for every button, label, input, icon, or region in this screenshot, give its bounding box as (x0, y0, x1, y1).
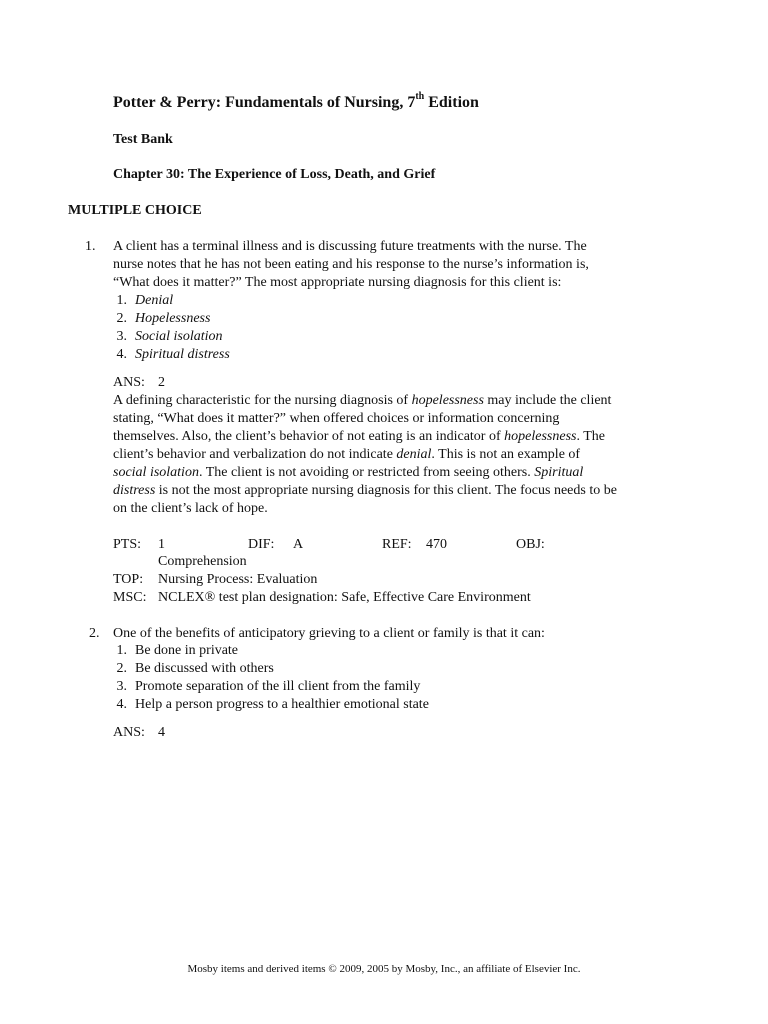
answer-value: 4 (158, 725, 165, 740)
dif-label: DIF: (248, 537, 275, 552)
ref-value: 470 (426, 537, 447, 552)
section-heading: MULTIPLE CHOICE (68, 203, 202, 218)
msc-label: MSC: (113, 590, 147, 605)
obj-label: OBJ: (516, 537, 545, 552)
answer-label: ANS: (113, 375, 145, 390)
document-title: Potter & Perry: Fundamentals of Nursing, 7th Edition (113, 91, 479, 111)
pts-value: 1 (158, 537, 165, 552)
top-value: Nursing Process: Evaluation (158, 572, 318, 587)
answer-value: 2 (158, 375, 165, 390)
dif-value: A (293, 537, 304, 552)
copyright-footer: Mosby items and derived items © 2009, 2005 by Mosby, Inc., an affiliate of Elsevier Inc. (187, 963, 581, 975)
answer-label: ANS: (113, 725, 145, 740)
obj-value: Comprehension (158, 554, 247, 569)
question-2-text: One of the benefits of anticipatory grieving to a client or family is that it can: (113, 626, 545, 641)
pts-label: PTS: (113, 537, 142, 552)
document-subtitle: Test Bank (113, 132, 173, 147)
question-1-text: A client has a terminal illness and is discussing future treatments with the nurse. The nurse notes that he has not been eating and his response to the nurse’s information is, “What does it matter?” The most appropriate nursing diagnosis for this client is: (113, 239, 589, 290)
chapter-heading: Chapter 30: The Experience of Loss, Death, and Grief (113, 167, 436, 182)
rationale: A defining characteristic for the nursing diagnosis of hopelessness may include the client stating, “What does it matter?” when offered choices or information concerning themselves. Also, the client’s behavior of not eating is an indicator of hopelessness. The client’s behavior and verbalization do not indicate denial. This is not an example of social isolation. The client is not avoiding or restricted from seeing others. Spiritual distress is not the most appropriate nursing diagnosis for this client. The focus needs to be on the client’s lack of hope. (113, 393, 617, 516)
question-number: 1. (85, 239, 96, 254)
ref-label: REF: (382, 537, 412, 552)
top-label: TOP: (113, 572, 144, 587)
msc-value: NCLEX® test plan designation: Safe, Effective Care Environment (158, 590, 531, 605)
question-number: 2. (89, 626, 100, 641)
